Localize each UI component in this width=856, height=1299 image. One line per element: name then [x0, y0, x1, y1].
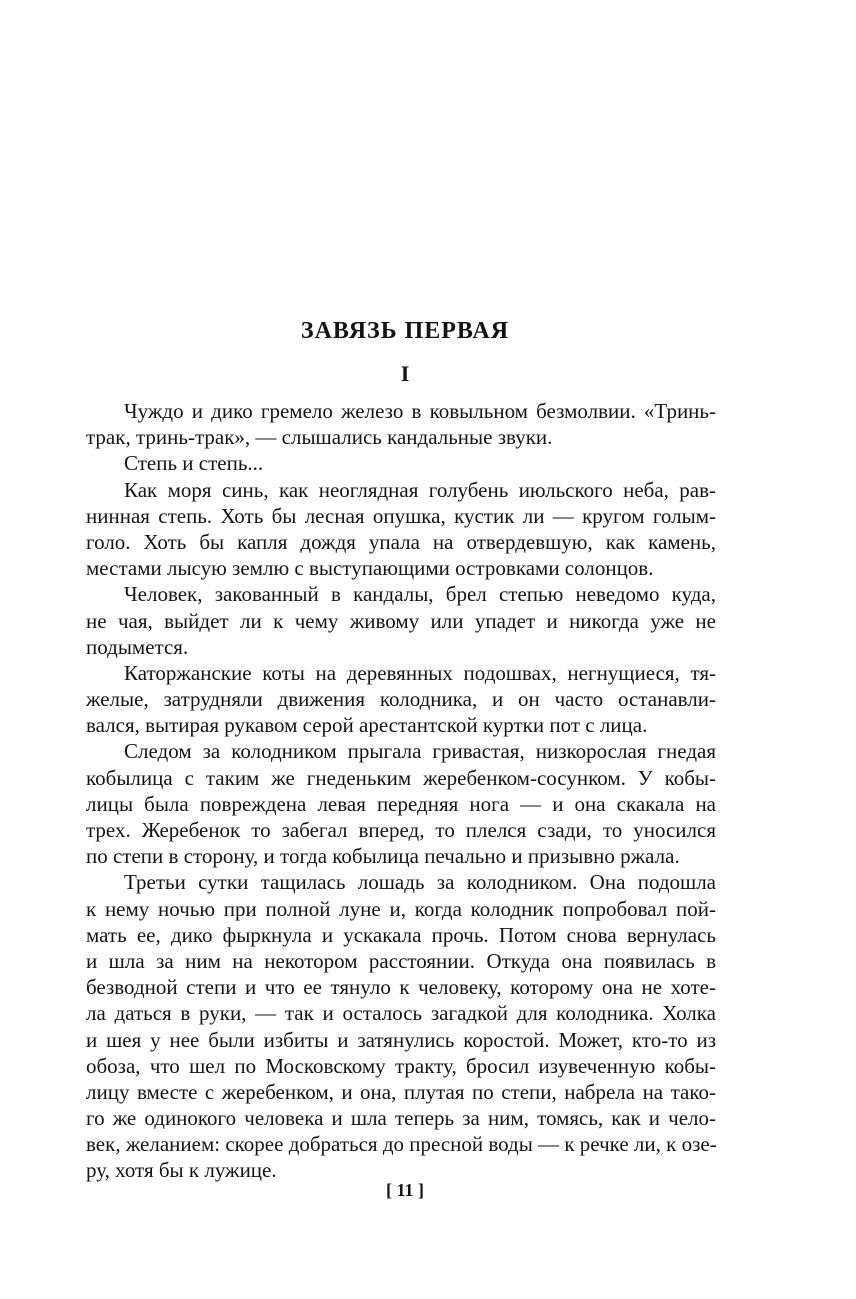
text-line: трак, тринь-трак», — слышались кандальные звуки.: [86, 425, 553, 450]
chapter-title: ЗАВЯЗЬ ПЕРВАЯ: [300, 318, 510, 344]
text-line: к нему ночью при полной луне и, когда колодник попробовал пой-: [86, 896, 716, 921]
text-line: Человек, закованный в кандалы, брел степью неведомо куда,: [124, 582, 716, 607]
text-line: го же одинокого человека и шла теперь за ним, томясь, как и чело-: [86, 1106, 716, 1131]
text-line: голо. Хоть бы капля дождя упала на отвердевшую, как камень,: [86, 529, 716, 554]
text-line: вался, вытирая рукавом серой арестантской куртки пот с лица.: [86, 713, 648, 738]
text-line: ру, хотя бы к лужице.: [86, 1158, 277, 1183]
text-line: обоза, что шел по Московскому тракту, бросил изувеченную кобы-: [86, 1053, 716, 1078]
text-line: Чуждо и дико гремело железо в ковыльном безмолвии. «Тринь-: [124, 399, 716, 423]
text-line: не чая, выйдет ли к чему живому или упадет и никогда уже не: [86, 608, 716, 633]
text-line: Следом за колодником прыгала гривастая, низкорослая гнедая: [124, 739, 716, 764]
text-line: мать ее, дико фыркнула и ускакала прочь. Потом снова вернулась: [86, 922, 716, 947]
text-line: Как моря синь, как неоглядная голубень июльского неба, рав-: [124, 477, 716, 502]
text-line: местами лысую землю с выступающими островками солонцов.: [86, 556, 654, 581]
text-line: и шла за ним на некотором расстоянии. Откуда она появилась в: [86, 948, 716, 973]
body-text: [86, 398, 716, 1184]
text-line: Третьи сутки тащилась лошадь за колодником. Она подошла: [124, 870, 716, 895]
text-line: по степи в сторону, и тогда кобылица печально и призывно ржала.: [86, 844, 680, 869]
text-line: и шея у нее были избиты и затянулись коростой. Может, кто-то из: [86, 1027, 716, 1052]
text-line: трех. Жеребенок то забегал вперед, то плелся сзади, то уносился: [86, 818, 716, 842]
text-line: ла даться в руки, — так и осталось загадкой для колодника. Холка: [86, 1001, 716, 1026]
text-line: нинная степь. Хоть бы лесная опушка, кустик ли — кругом голым-: [86, 503, 716, 528]
text-line: кобылица с таким же гнеденьким жеребенком-сосунком. У кобы-: [86, 765, 716, 790]
text-line: лицу вместе с жеребенком, и она, плутая по степи, набрела на тако-: [86, 1079, 716, 1104]
text-line: Каторжанские коты на деревянных подошвах, негнущиеся, тя-: [124, 660, 716, 685]
text-line: Степь и степь...: [124, 451, 264, 476]
text-line: желые, затрудняли движения колодника, и он часто останавли-: [86, 687, 716, 712]
text-line: век, желанием: скорее добраться до пресной воды — к речке ли, к озе-: [86, 1132, 717, 1157]
section-number: I: [400, 361, 410, 386]
text-line: безводной степи и что ее тянуло к человеку, которому она не хоте-: [86, 975, 716, 1000]
text-line: подымется.: [86, 634, 189, 659]
text-line: лицы была повреждена левая передняя нога — и она скакала на: [86, 791, 716, 816]
page-number: [ 11 ]: [386, 1180, 424, 1200]
